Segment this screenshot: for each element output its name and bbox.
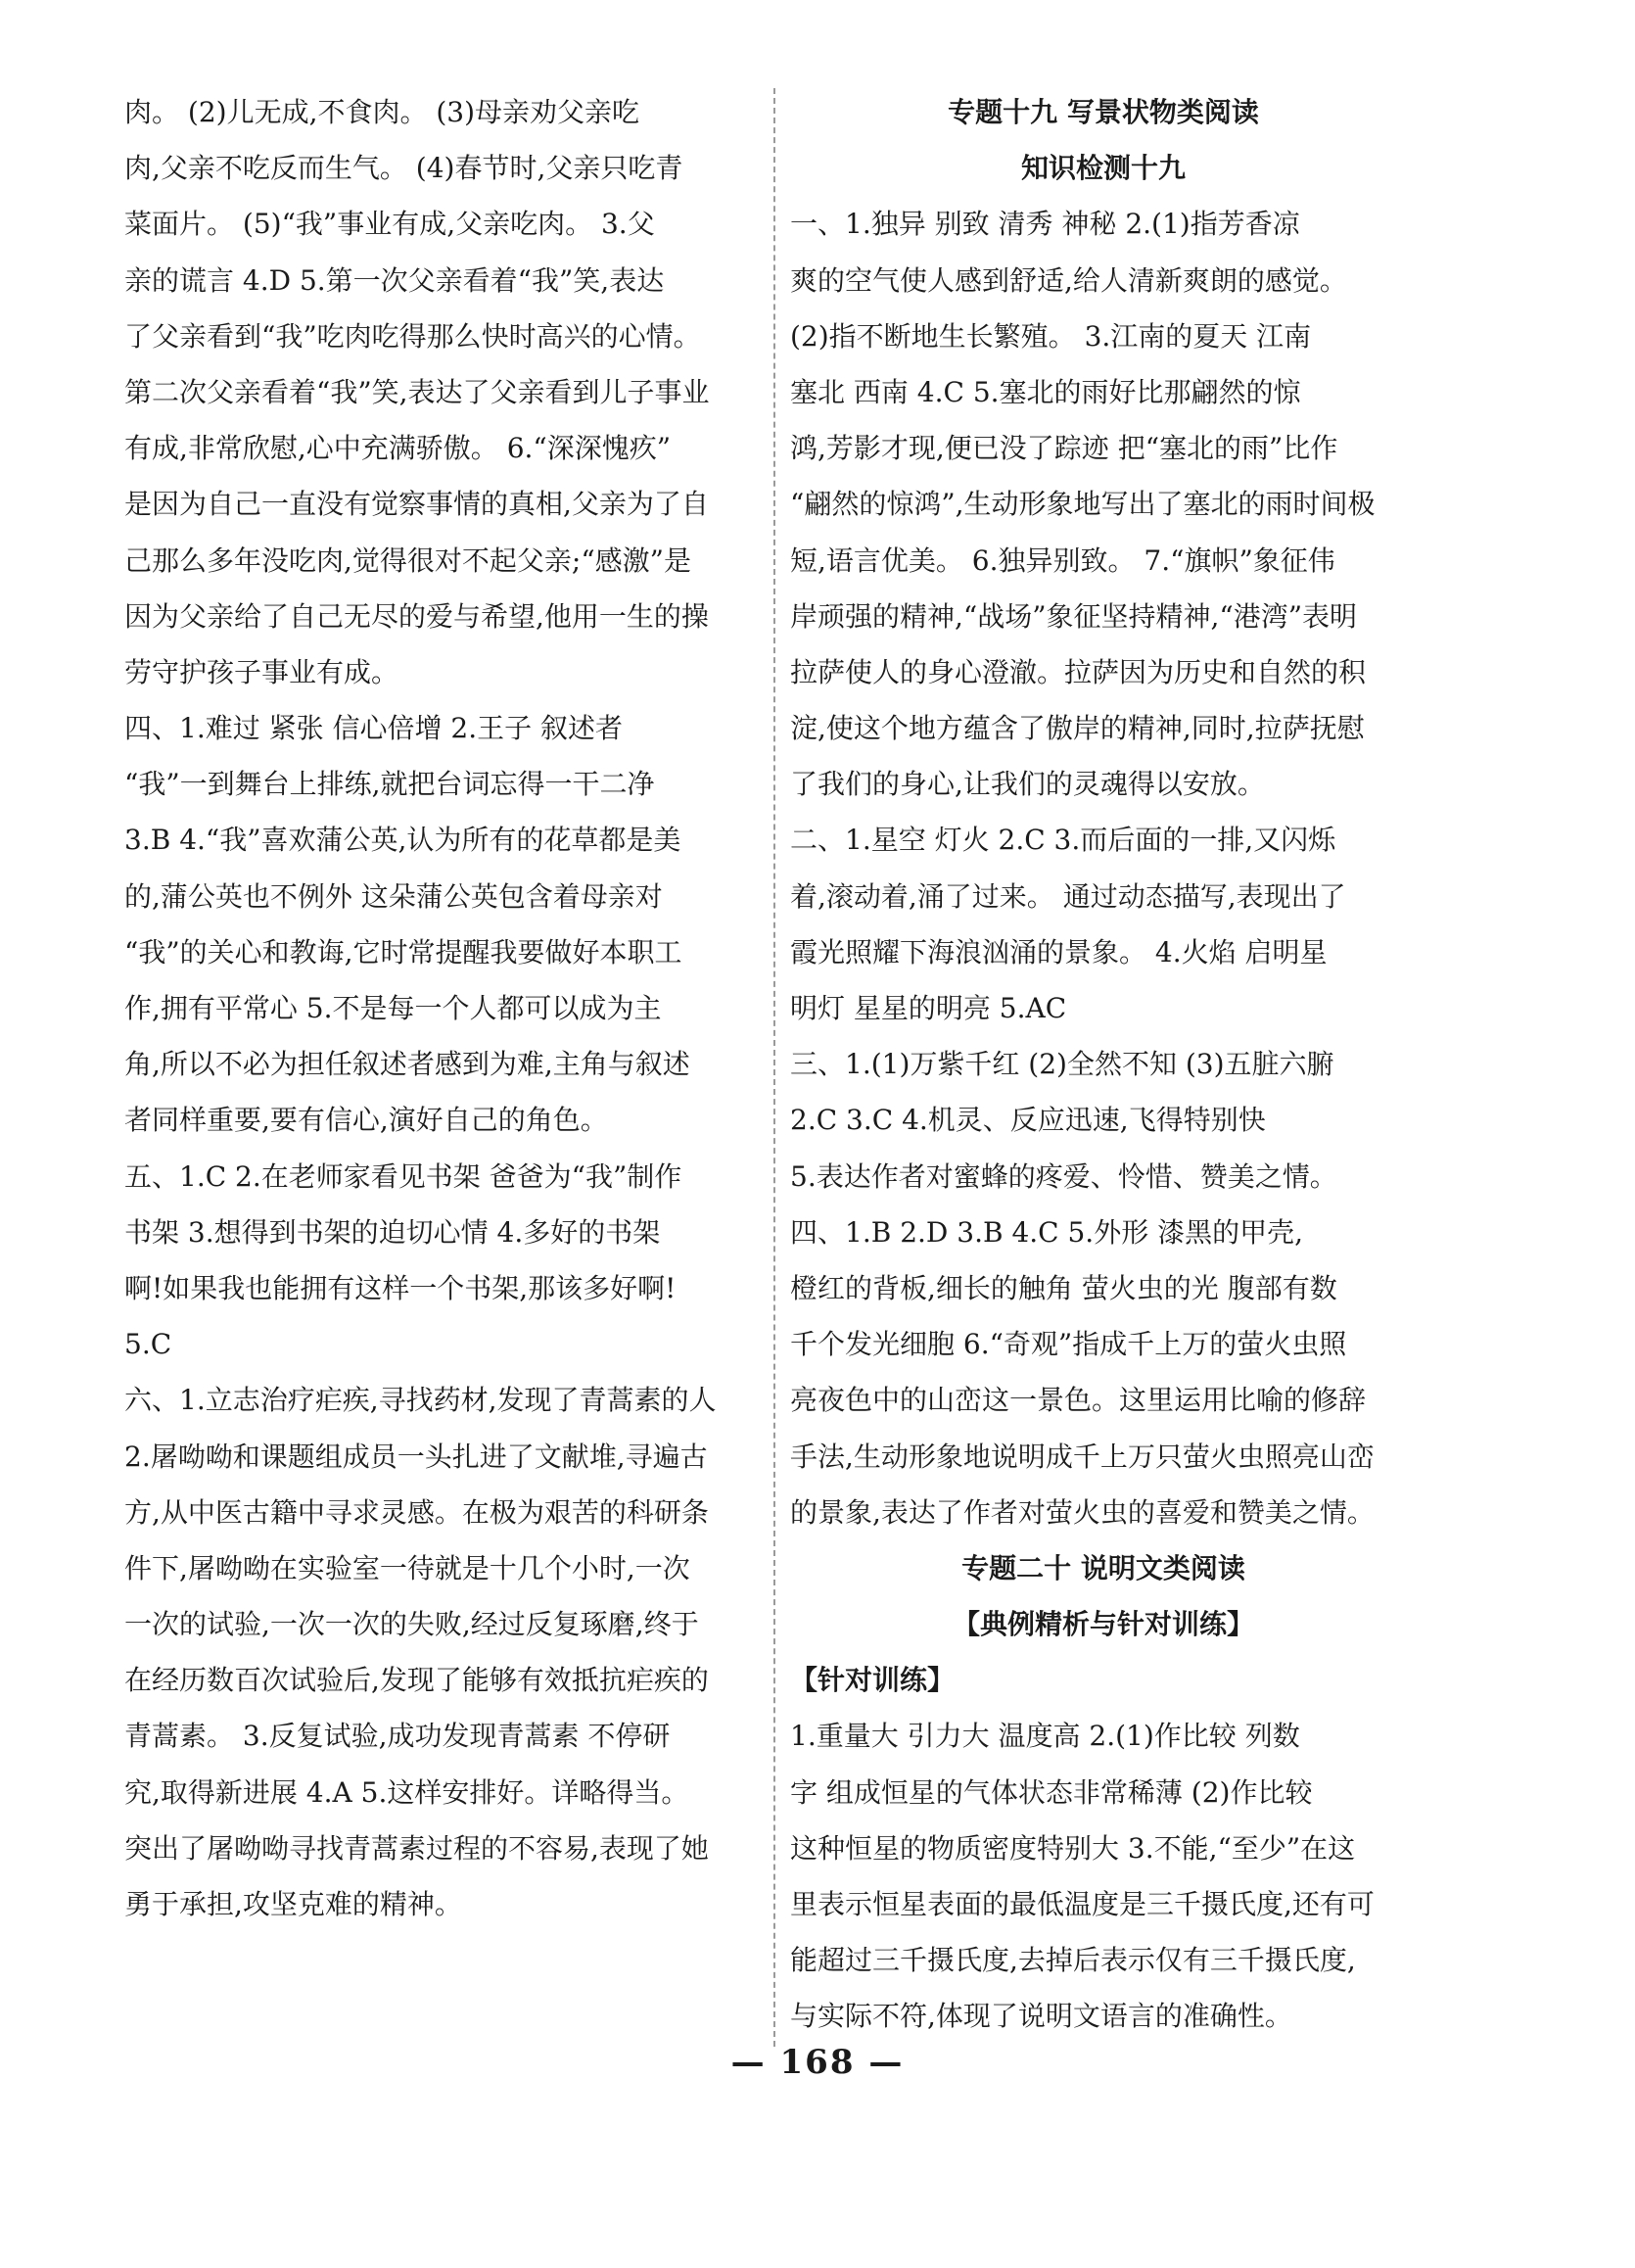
text-line: 着,滚动着,涌了过来。 通过动态描写,表现出了 xyxy=(790,879,1346,913)
text-line: 因为父亲给了自己无尽的爱与希望,他用一生的操 xyxy=(124,599,709,633)
text-line: “翩然的惊鸿”,生动形象地写出了塞北的雨时间极 xyxy=(790,488,1376,521)
text-line: 橙红的背板,细长的触角 萤火虫的光 腹部有数 xyxy=(790,1271,1337,1304)
text-line: 二、1.星空 灯火 2.C 3.而后面的一排,又闪烁 xyxy=(790,824,1336,857)
text-line: 的景象,表达了作者对萤火虫的喜爱和赞美之情。 xyxy=(790,1495,1375,1529)
text-line: 1.重量大 引力大 温度高 2.(1)作比较 列数 xyxy=(790,1720,1300,1753)
text-line: 啊!如果我也能拥有这样一个书架,那该多好啊! xyxy=(124,1271,677,1304)
text-line: 四、1.B 2.D 3.B 4.C 5.外形 漆黑的甲壳, xyxy=(790,1215,1304,1249)
text-line: 四、1.难过 紧张 信心倍增 2.王子 叙述者 xyxy=(124,712,624,745)
text-line: 是因为自己一直没有觉察事情的真相,父亲为了自 xyxy=(124,488,709,521)
text-line: 能超过三千摄氏度,去掉后表示仅有三千摄氏度, xyxy=(790,1944,1356,1977)
text-line: 岸顽强的精神,“战场”象征坚持精神,“港湾”表明 xyxy=(790,599,1358,633)
text-line: 劳守护孩子事业有成。 xyxy=(124,655,399,688)
text-line: 5.表达作者对蜜蜂的疼爱、怜惜、赞美之情。 xyxy=(790,1159,1337,1193)
text-line: 作,拥有平常心 5.不是每一个人都可以成为主 xyxy=(124,992,662,1024)
text-line: 青蒿素。 3.反复试验,成功发现青蒿素 不停研 xyxy=(124,1720,671,1753)
right-column xyxy=(790,84,1417,2045)
text-line: 突出了屠呦呦寻找青蒿素过程的不容易,表现了她 xyxy=(124,1831,709,1865)
text-line: “我”的关心和教诲,它时常提醒我要做好本职工 xyxy=(124,935,682,969)
section-19-title: 专题十九 写景状物类阅读 xyxy=(948,96,1259,128)
text-line: 六、1.立志治疗疟疾,寻找药材,发现了青蒿素的人 xyxy=(124,1384,717,1417)
text-line: 霞光照耀下海浪汹涌的景象。 4.火焰 启明星 xyxy=(790,935,1328,969)
text-line: 千个发光细胞 6.“奇观”指成千上万的萤火虫照 xyxy=(790,1328,1347,1361)
column-divider xyxy=(773,88,775,2047)
text-line: 第二次父亲看着“我”笑,表达了父亲看到儿子事业 xyxy=(124,375,710,408)
text-line: “我”一到舞台上排练,就把台词忘得一干二净 xyxy=(124,768,655,801)
text-line: 拉萨使人的身心澄澈。拉萨因为历史和自然的积 xyxy=(790,655,1367,688)
text-line: 短,语言优美。 6.独异别致。 7.“旗帜”象征伟 xyxy=(790,543,1335,577)
text-line: 肉,父亲不吃反而生气。 (4)春节时,父亲只吃青 xyxy=(124,152,683,185)
text-line: 肉。 (2)儿无成,不食肉。 (3)母亲劝父亲吃 xyxy=(124,96,640,128)
text-line: 在经历数百次试验后,发现了能够有效抵抗疟疾的 xyxy=(124,1664,709,1697)
text-line: 三、1.(1)万紫千红 (2)全然不知 (3)五脏六腑 xyxy=(790,1048,1334,1081)
section-20-answers xyxy=(790,1708,1417,2044)
text-line: 一次的试验,一次一次的失败,经过反复琢磨,终于 xyxy=(124,1608,699,1641)
text-line: 明灯 星星的明亮 5.AC xyxy=(790,992,1067,1024)
text-line: 里表示恒星表面的最低温度是三千摄氏度,还有可 xyxy=(790,1888,1375,1920)
page-number: — 168 — xyxy=(730,2043,905,2082)
text-line: 的,蒲公英也不例外 这朵蒲公英包含着母亲对 xyxy=(124,879,663,913)
text-line: 鸿,芳影才现,便已没了踪迹 把“塞北的雨”比作 xyxy=(790,432,1338,465)
text-line: 者同样重要,要有信心,演好自己的角色。 xyxy=(124,1104,608,1137)
text-line: 了我们的身心,让我们的灵魂得以安放。 xyxy=(790,768,1265,801)
section-20-subtitle: 【典例精析与针对训练】 xyxy=(952,1608,1254,1641)
text-line: 亮夜色中的山峦这一景色。这里运用比喻的修辞 xyxy=(790,1384,1367,1417)
text-line: 爽的空气使人感到舒适,给人清新爽朗的感觉。 xyxy=(790,263,1347,297)
text-line: 书架 3.想得到书架的迫切心情 4.多好的书架 xyxy=(124,1215,661,1249)
section-20-label: 【针对训练】 xyxy=(790,1664,956,1697)
text-line: 了父亲看到“我”吃肉吃得那么快时高兴的心情。 xyxy=(124,319,701,353)
text-line: 五、1.C 2.在老师家看见书架 爸爸为“我”制作 xyxy=(124,1159,682,1193)
text-line: 件下,屠呦呦在实验室一待就是十几个小时,一次 xyxy=(124,1551,690,1584)
text-line: 勇于承担,攻坚克难的精神。 xyxy=(124,1888,462,1920)
text-line: 与实际不符,体现了说明文语言的准确性。 xyxy=(790,2000,1292,2033)
text-line: 有成,非常欣慰,心中充满骄傲。 6.“深深愧疚” xyxy=(124,432,672,465)
text-line: 2.屠呦呦和课题组成员一头扎进了文献堆,寻遍古 xyxy=(124,1440,708,1473)
section-19-answers xyxy=(790,196,1417,1540)
text-line: 己那么多年没吃肉,觉得很对不起父亲;“感激”是 xyxy=(124,543,691,577)
text-line: 角,所以不必为担任叙述者感到为难,主角与叙述 xyxy=(124,1048,690,1081)
section-19-subtitle: 知识检测十九 xyxy=(1020,152,1186,185)
text-line: 字 组成恒星的气体状态非常稀薄 (2)作比较 xyxy=(790,1775,1313,1809)
text-line: 2.C 3.C 4.机灵、反应迅速,飞得特别快 xyxy=(790,1104,1266,1137)
section-20-title: 专题二十 说明文类阅读 xyxy=(961,1551,1245,1584)
text-line: 一、1.独异 别致 清秀 神秘 2.(1)指芳香凉 xyxy=(790,208,1300,241)
text-line: 5.C xyxy=(124,1328,172,1361)
text-line: 塞北 西南 4.C 5.塞北的雨好比那翩然的惊 xyxy=(790,375,1301,408)
text-line: 究,取得新进展 4.A 5.这样安排好。详略得当。 xyxy=(124,1775,689,1809)
text-line: 3.B 4.“我”喜欢蒲公英,认为所有的花草都是美 xyxy=(124,824,681,857)
text-line: 这种恒星的物质密度特别大 3.不能,“至少”在这 xyxy=(790,1831,1356,1865)
left-column xyxy=(124,84,751,1932)
text-line: (2)指不断地生长繁殖。 3.江南的夏天 江南 xyxy=(790,319,1312,353)
text-line: 淀,使这个地方蕴含了傲岸的精神,同时,拉萨抚慰 xyxy=(790,712,1365,745)
text-line: 方,从中医古籍中寻求灵感。在极为艰苦的科研条 xyxy=(124,1495,709,1529)
text-line: 亲的谎言 4.D 5.第一次父亲看着“我”笑,表达 xyxy=(124,263,665,297)
text-line: 菜面片。 (5)“我”事业有成,父亲吃肉。 3.父 xyxy=(124,208,655,241)
text-line: 手法,生动形象地说明成千上万只萤火虫照亮山峦 xyxy=(790,1440,1375,1473)
